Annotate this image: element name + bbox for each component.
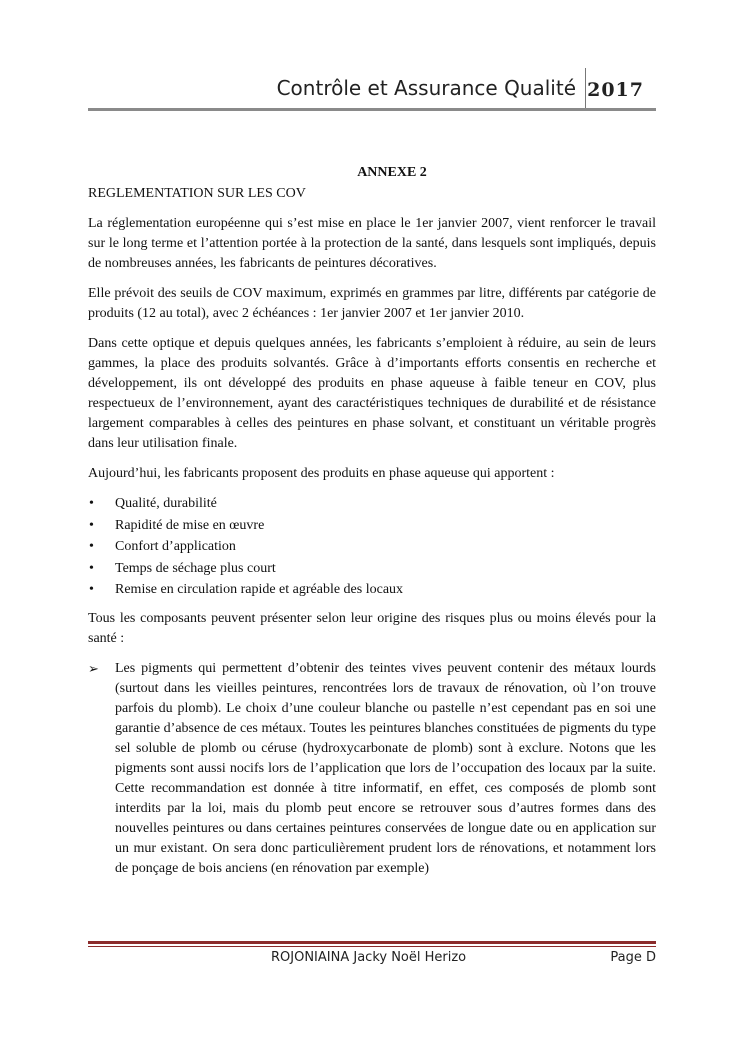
list-item: [88, 516, 656, 536]
list-item: [88, 580, 656, 600]
page-number: Page D: [610, 950, 656, 965]
annex-title: ANNEXE 2: [357, 165, 427, 180]
list-item-text: Rapidité de mise en œuvre: [115, 517, 265, 533]
paragraph: Dans cette optique et depuis quelques années, les fabricants s’emploient à réduire, au sein de leurs gammes, la place des produits solvantés. Grâce à d’importants efforts consentis en recherche et développement, ils ont développé des produits en phase aqueuse à faible teneur en COV, plus respectueux de l’environnement, ayant des caractéristiques techniques de durabilité et de résistance largement comparables à celles des peintures en phase solvant, et constituant un véritable progrès dans leur utilisation finale.: [88, 336, 656, 451]
arrow-bullet-icon: ➢: [88, 661, 99, 676]
bullet-icon: •: [89, 560, 94, 576]
header-separator: [585, 68, 586, 108]
arrow-list-item: [88, 659, 656, 879]
paragraph: Tous les composants peuvent présenter selon leur origine des risques plus ou moins élevés pour la santé :: [88, 611, 656, 646]
list-item-text: Qualité, durabilité: [115, 496, 217, 511]
paragraph: Elle prévoit des seuils de COV maximum, exprimés en grammes par litre, différents par catégorie de produits (12 au total), avec 2 échéances : 1er janvier 2007 et 1er janvier 2010.: [88, 286, 656, 321]
header-year: 2017: [587, 79, 644, 101]
list-item: [88, 559, 656, 579]
bullet-list: [88, 494, 656, 600]
header-title: Contrôle et Assurance Qualité: [276, 76, 576, 100]
footer-author: ROJONIAINA Jacky Noël Herizo: [271, 950, 467, 965]
bullet-icon: •: [89, 496, 94, 511]
list-item: [88, 537, 656, 557]
list-item: [88, 494, 656, 514]
list-item-text: Remise en circulation rapide et agréable des locaux: [115, 582, 404, 597]
footer-rule-thin: [88, 946, 656, 947]
arrow-item-text: Les pigments qui permettent d’obtenir des teintes vives peuvent contenir des métaux lourds (surtout dans les vieilles peintures, rencontrées lors de travaux de rénovation, où l’on trouve parfois du plomb). Le choix d’une couleur blanche ou pastelle n’est cependant pas en soi une garantie d’absence de ces métaux. Toutes les peintures blanches constituées de pigments du type sel soluble de plomb ou céruse (hydroxycarbonate de plomb) sont à exclure. Notons que les pigments sont aussi nocifs lors de l’application que lors de l’occupation des locaux par la suite. Cette recommandation est donnée à titre informatif, en effet, ces composés de plomb sont interdits par la loi, mais du plomb peut encore se retrouver sous d’autres formes dans des nouvelles peintures ou dans certaines peintures conservées de longue date ou en application sur un mur existant. On sera donc particulièrement prudent lors de rénovations, et notamment lors de ponçage de bois anciens (en rénovation par exemple): [115, 661, 656, 876]
bullet-icon: •: [89, 539, 94, 554]
paragraph: Aujourd’hui, les fabricants proposent des produits en phase aqueuse qui apportent :: [88, 466, 555, 481]
footer-rule-thick: [88, 941, 656, 944]
document-body: [88, 163, 656, 879]
list-item-text: Confort d’application: [115, 539, 236, 554]
section-subtitle: REGLEMENTATION SUR LES COV: [88, 186, 306, 201]
bullet-icon: •: [89, 517, 94, 533]
page-header: [88, 68, 656, 111]
paragraph: La réglementation européenne qui s’est mise en place le 1er janvier 2007, vient renforcer le travail sur le long terme et l’attention portée à la protection de la santé, dans lesquels sont impliqués, depuis de nombreuses années, les fabricants de peintures décoratives.: [88, 216, 656, 271]
list-item-text: Temps de séchage plus court: [115, 560, 276, 576]
bullet-icon: •: [89, 582, 94, 597]
